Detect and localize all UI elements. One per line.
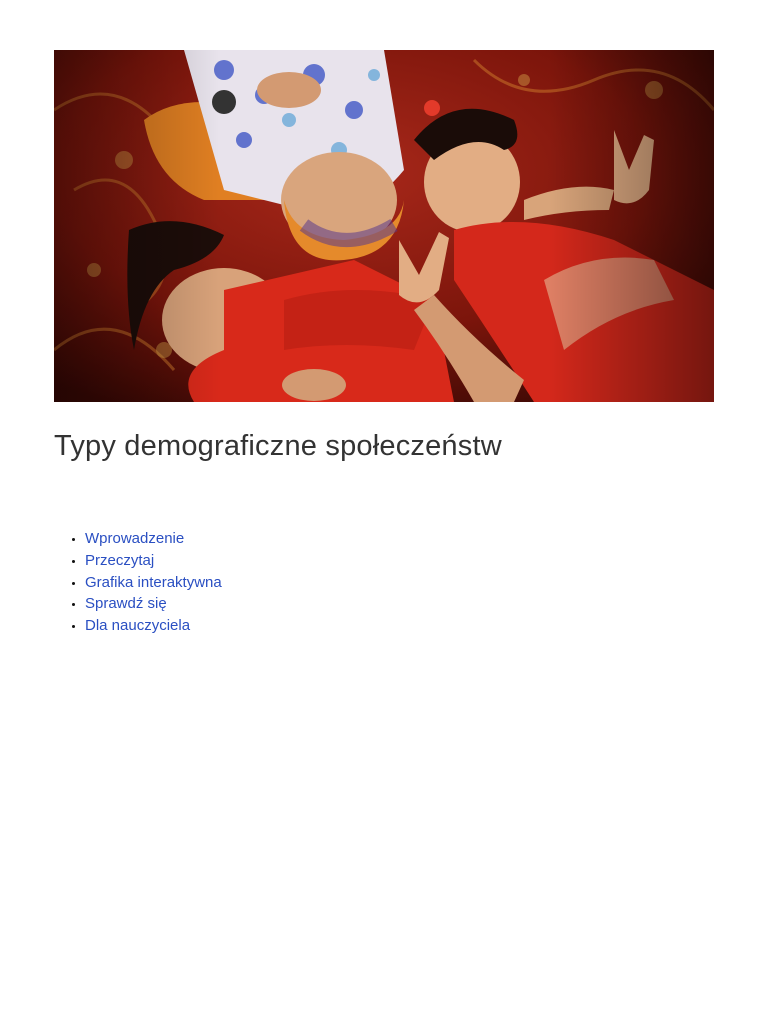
table-of-contents bbox=[54, 528, 222, 637]
toc-item-read bbox=[85, 550, 222, 572]
page-title: Typy demograficzne społeczeństw bbox=[54, 430, 502, 462]
hero-illustration bbox=[54, 50, 714, 402]
toc-item-for-teacher bbox=[85, 615, 222, 637]
toc-item-interactive-graphic bbox=[85, 572, 222, 594]
toc-link-interactive-graphic[interactable]: Grafika interaktywna bbox=[85, 573, 222, 591]
toc-item-introduction bbox=[85, 528, 222, 550]
toc-link-check-yourself[interactable]: Sprawdź się bbox=[85, 595, 167, 613]
toc-link-read[interactable]: Przeczytaj bbox=[85, 551, 155, 569]
toc-link-introduction[interactable]: Wprowadzenie bbox=[85, 530, 185, 547]
toc-item-check-yourself bbox=[85, 593, 222, 615]
toc-link-for-teacher[interactable]: Dla nauczyciela bbox=[85, 617, 191, 635]
hero-photo bbox=[54, 50, 714, 402]
